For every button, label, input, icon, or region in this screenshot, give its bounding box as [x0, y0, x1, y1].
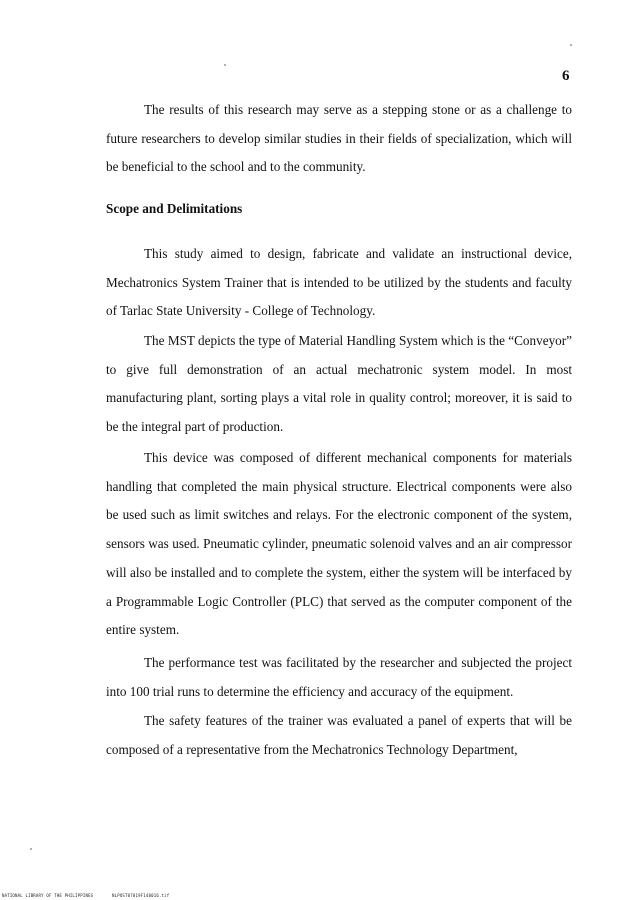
paragraph-safety-features: The safety features of the trainer was evaluated a panel of experts that will be composed of a representative from the Mechatronics Technology Department, — [106, 713, 572, 757]
paragraph-device-components: This device was composed of different mechanical components for materials handling that completed the main physical structure. Electrical components were also be used such as limit switches and relays. For the electronic component of the system, sensors was used. Pneumatic cylinder, pneumatic solenoid valves and an air compressor will also be installed and to complete the system, either the system will be interfaced by a Programmable Logic Controller (PLC) that served as the computer component of the entire system. — [106, 450, 572, 638]
footer-file-id: NLPOST07019F148016.tif — [112, 893, 170, 898]
scan-speck — [30, 848, 32, 850]
paragraph-study-aim: This study aimed to design, fabricate and validate an instructional device, Mechatronics System Trainer that is intended to be utilized by the students and faculty of Tarlac State University - College of Technology. — [106, 246, 572, 319]
paragraph-performance-test: The performance test was facilitated by the researcher and subjected the project into 100 trial runs to determine the efficiency and accuracy of the equipment. — [106, 655, 572, 699]
scan-speck — [570, 44, 572, 46]
page-number: 6 — [562, 68, 570, 84]
footer-library-stamp: NATIONAL LIBRARY OF THE PHILIPPINES — [2, 893, 94, 898]
section-heading-scope: Scope and Delimitations — [106, 201, 243, 216]
paragraph-intro: The results of this research may serve as a stepping stone or as a challenge to future researchers to develop similar studies in their fields of specialization, which will be beneficial to the school and to the community. — [106, 102, 572, 175]
paragraph-mst-description: The MST depicts the type of Material Handling System which is the “Conveyor” to give full demonstration of an actual mechatronic system model. In most manufacturing plant, sorting plays a vital role in quality control; moreover, it is said to be the integral part of production. — [106, 333, 572, 435]
scan-speck — [224, 64, 226, 66]
